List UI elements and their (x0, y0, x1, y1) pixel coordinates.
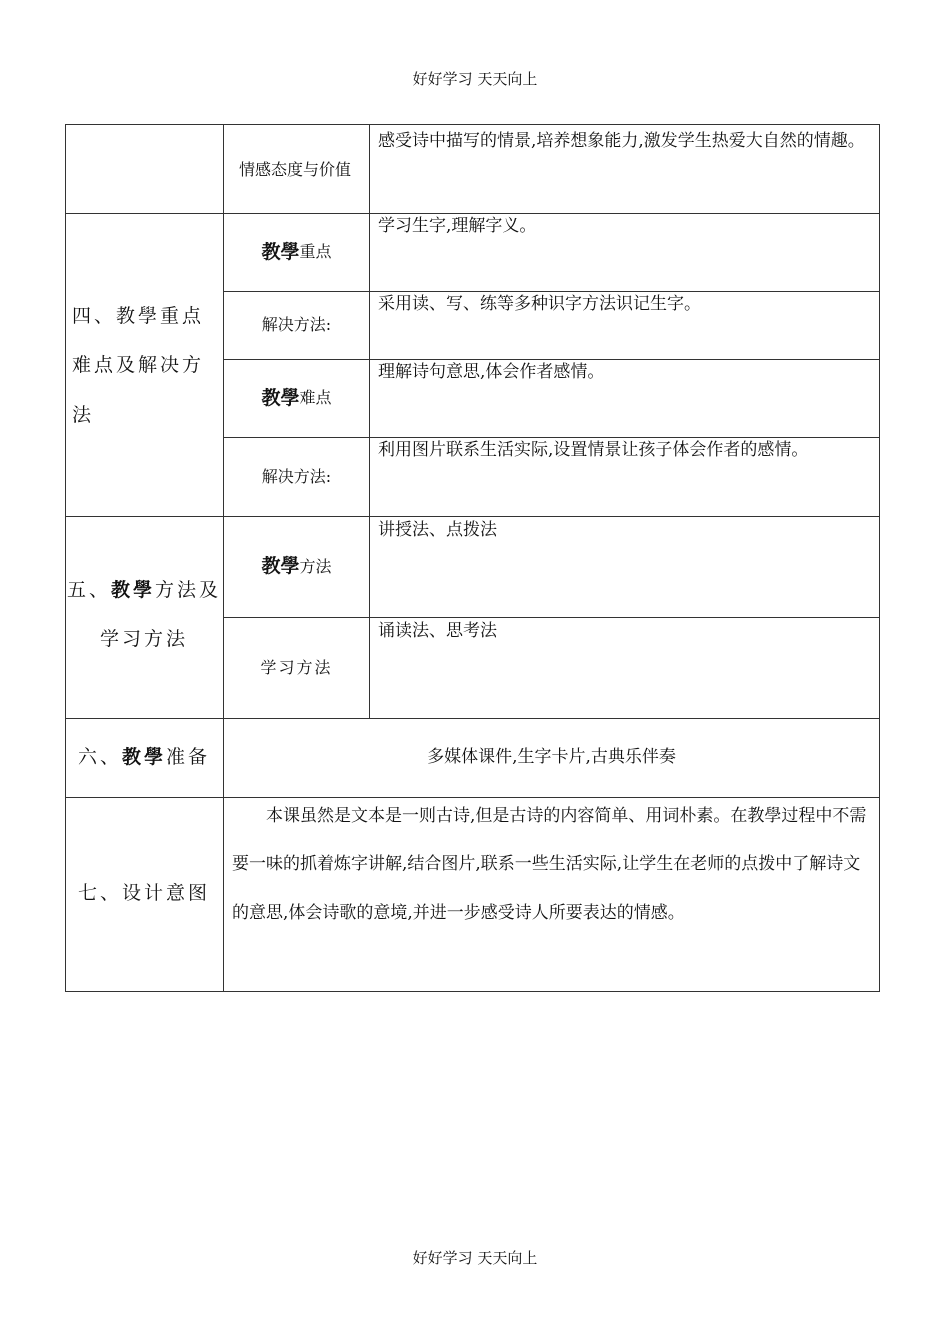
key-method-label: 解决方法: (261, 315, 332, 334)
emotion-content: 感受诗中描写的情景,培养想象能力,激发学生热爱大自然的情趣。 (378, 131, 865, 151)
difficulty-content: 理解诗句意思,体会作者感情。 (378, 362, 605, 382)
page-footer: 好好学习 天天向上 (412, 1249, 538, 1267)
section4-title: 四、教學重点难点及解决方法 (72, 304, 205, 426)
learning-method-label: 学习方法 (260, 657, 333, 677)
diff-method-content: 利用图片联系生活实际,设置情景让孩子体会作者的感情。 (378, 440, 809, 460)
learning-method-content: 诵读法、思考法 (378, 621, 497, 641)
key-point-content: 学习生字,理解字义。 (378, 216, 537, 236)
preparation-content: 多媒体课件,生字卡片,古典乐伴奏 (427, 746, 676, 767)
teaching-method-content: 讲授法、点拨法 (378, 520, 497, 540)
key-point-label: 教學 重点 (261, 240, 332, 263)
diff-method-label: 解决方法: (261, 466, 332, 486)
section6-title: 六、 教學 准备 (77, 745, 211, 768)
emotion-label: 情感态度与价值 (238, 160, 351, 180)
design-intent-content: 本课虽然是文本是一则古诗,但是古诗的内容简单、用词朴素。在教學过程中不需要一味的抓着炼字讲解,结合图片,联系一些生活实际,让学生在老师的点拨中了解诗文的意思,体会诗歌的意境,并进一步感受诗人所要表达的情感。 (232, 806, 867, 923)
section5-title: 五、教學方法及学习方法 (66, 578, 222, 650)
key-method-content: 采用读、写、练等多种识字方法识记生字。 (378, 294, 701, 314)
difficulty-label: 教學 难点 (261, 386, 332, 409)
page-header: 好好学习 天天向上 (412, 70, 538, 88)
section7-title: 七、设计意图 (77, 882, 210, 905)
teaching-method-label: 教學 方法 (261, 555, 332, 578)
